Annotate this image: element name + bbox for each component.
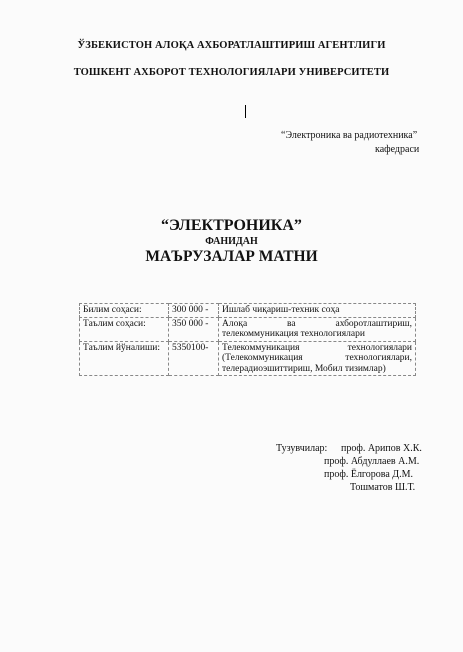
- subject-title: “ЭЛЕКТРОНИКА”: [161, 217, 302, 234]
- row-code: 350 000 -: [169, 317, 219, 341]
- row-code: 5350100-: [169, 341, 219, 376]
- row-code: 300 000 -: [169, 304, 219, 318]
- university-heading: ТОШКЕНТ АХБОРОТ ТЕХНОЛОГИЯЛАРИ УНИВЕРСИТЕТИ: [73, 67, 390, 78]
- row-value: Телекоммуникация технологиялари (Телекоммуникация технологиялари, телерадиоэшиттириш, Мобил тизимлар): [219, 341, 416, 376]
- row-value: Ишлаб чиқариш-техник соҳа: [219, 304, 416, 318]
- table-row: [80, 304, 416, 318]
- info-table: [79, 303, 416, 376]
- row-label: Билим соҳаси:: [80, 304, 169, 318]
- department-name: “Электроника ва радиотехника”: [281, 130, 418, 141]
- author-item: проф. Ёлгорова Д.М.: [324, 469, 414, 480]
- department-label: кафедраси: [375, 144, 420, 155]
- row-label: Таълим йўналиши:: [80, 341, 169, 376]
- text-cursor: [245, 105, 246, 118]
- table-row: [80, 317, 416, 341]
- author-item: проф. Абдуллаев А.М.: [324, 456, 420, 467]
- author-item: Тошматов Ш.Т.: [350, 482, 416, 493]
- row-value: Алоқа ва ахборотлаштириш, телекоммуникация технологиялари: [219, 317, 416, 341]
- document-type-title: МАЪРУЗАЛАР МАТНИ: [145, 248, 318, 265]
- table-row: [80, 341, 416, 376]
- fanidan-label: ФАНИДАН: [205, 236, 258, 247]
- author-item: проф. Арипов Х.К.: [341, 443, 422, 454]
- authors-label: Тузувчилар:: [276, 443, 328, 454]
- row-label: Таълим соҳаси:: [80, 317, 169, 341]
- agency-heading: ЎЗБЕКИСТОН АЛОҚА АХБОРАТЛАШТИРИШ АГЕНТЛИГИ: [77, 40, 386, 51]
